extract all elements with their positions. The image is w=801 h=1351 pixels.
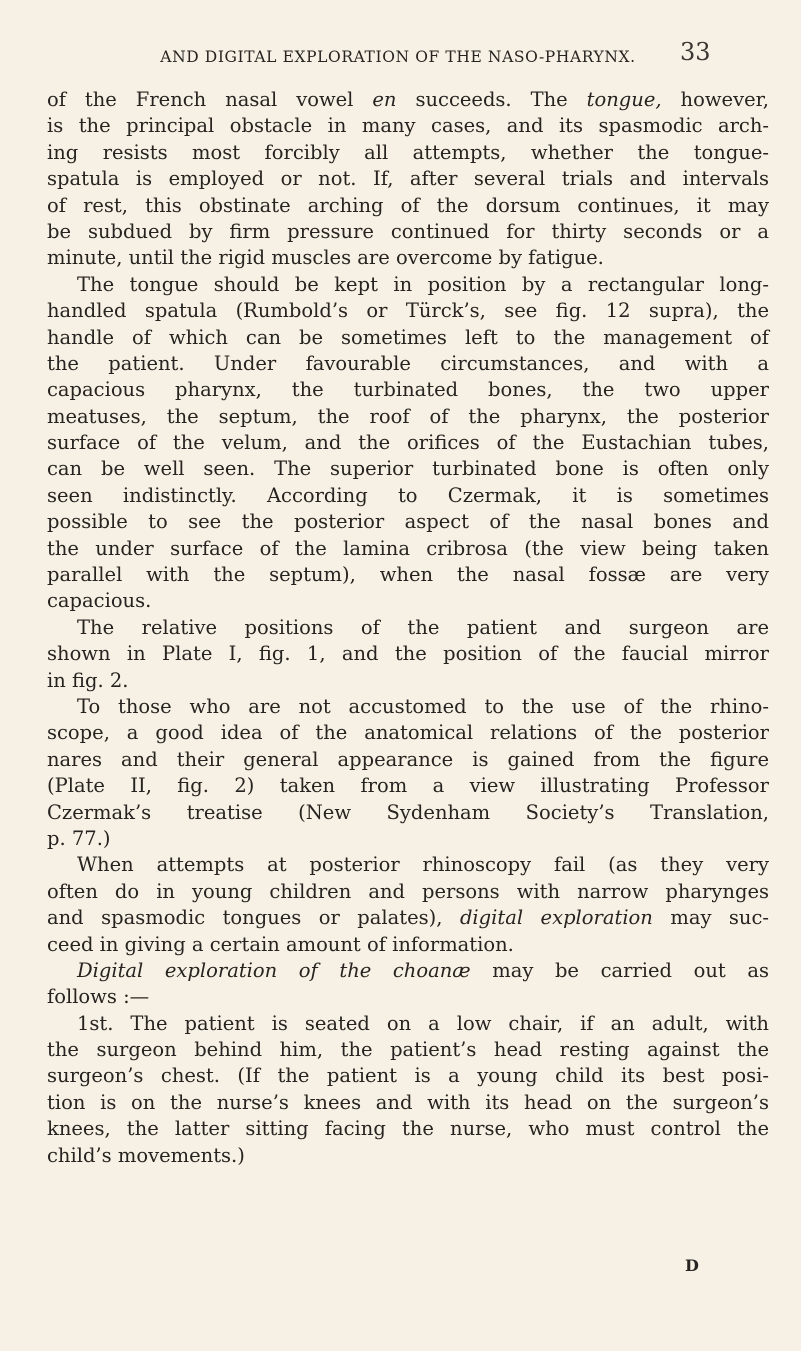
text-line: [47, 852, 769, 878]
text-line: [47, 668, 769, 694]
text-line: [47, 219, 769, 245]
text-line: [47, 536, 769, 562]
text-line: [47, 984, 769, 1010]
text-line: [47, 879, 769, 905]
text-line: [47, 272, 769, 298]
text-run: parallel with the septum), when the nasal fossæ are very: [47, 563, 769, 587]
text-line: [47, 456, 769, 482]
text-line: [47, 509, 769, 535]
text-run: the patient. Under favourable circumstances, and with a: [47, 351, 769, 375]
text-run: spatula is employed or not. If, after several trials and intervals: [47, 167, 769, 191]
text-run: p. 77.): [47, 826, 111, 850]
text-run: When attempts at posterior rhinoscopy fail (as they very: [77, 853, 769, 877]
text-run: shown in Plate I, fig. 1, and the position of the faucial mirror: [47, 642, 769, 666]
text-line: [47, 1090, 769, 1116]
text-line: [47, 615, 769, 641]
text-run: seen indistinctly. According to Czermak, it is sometimes: [47, 483, 769, 507]
text-run: possible to see the posterior aspect of the nasal bones and: [47, 510, 769, 534]
signature-mark: D: [685, 1256, 700, 1275]
text-run: knees, the latter sitting facing the nurse, who must control the: [47, 1117, 769, 1141]
text-run: handled spatula (Rumbold’s or Türck’s, see fig. 12 supra), the: [47, 299, 769, 323]
text-line: [47, 351, 769, 377]
text-run: in fig. 2.: [47, 668, 129, 692]
text-run: however,: [661, 88, 769, 111]
text-line: [47, 1143, 769, 1169]
text-run: minute, until the rigid muscles are overcome by fatigue.: [47, 246, 604, 270]
text-run: of rest, this obstinate arching of the dorsum continues, it may: [47, 193, 769, 217]
text-run: surface of the velum, and the orifices of the Eustachian tubes,: [47, 431, 769, 455]
text-run: The relative positions of the patient and surgeon are: [77, 615, 769, 639]
text-line: [47, 720, 769, 746]
text-run: ing resists most forcibly all attempts, whether the tongue-: [47, 140, 769, 164]
italic-text: Digital exploration of the choanæ: [77, 958, 471, 982]
text-run: be subdued by firm pressure continued for thirty seconds or a: [47, 219, 769, 243]
text-line: [47, 800, 769, 826]
text-run: may be carried out as: [470, 958, 769, 982]
text-run: tion is on the nurse’s knees and with its head on the surgeon’s: [47, 1090, 769, 1114]
text-line: [47, 245, 769, 271]
text-line: [47, 483, 769, 509]
text-run: follows :—: [47, 985, 150, 1009]
text-line: [47, 641, 769, 667]
text-line: [47, 430, 769, 456]
text-line: [47, 1063, 769, 1089]
text-run: often do in young children and persons with narrow pharynges: [47, 879, 769, 903]
italic-text: tongue,: [586, 88, 662, 111]
text-line: [47, 1037, 769, 1063]
running-head: AND DIGITAL EXPLORATION OF THE NASO-PHARYNX.: [160, 48, 636, 66]
text-line: [47, 1116, 769, 1142]
text-run: capacious pharynx, the turbinated bones, the two upper: [47, 378, 769, 402]
text-run: the surgeon behind him, the patient’s head resting against the: [47, 1038, 769, 1062]
text-line: [47, 404, 769, 430]
text-line: [47, 588, 769, 614]
text-line: [47, 166, 769, 192]
text-run: To those who are not accustomed to the use of the rhino-: [77, 694, 769, 718]
text-run: scope, a good idea of the anatomical relations of the posterior: [47, 721, 769, 745]
text-line: [47, 905, 769, 931]
text-line: [47, 377, 769, 403]
text-line: [47, 298, 769, 324]
body-text: [47, 87, 769, 1169]
text-run: child’s movements.): [47, 1143, 245, 1167]
text-run: handle of which can be sometimes left to the management of: [47, 325, 769, 349]
text-run: is the principal obstacle in many cases, and its spasmodic arch-: [47, 114, 769, 138]
text-run: ceed in giving a certain amount of information.: [47, 932, 514, 956]
text-line: [47, 826, 769, 852]
page-number: 33: [680, 38, 711, 66]
italic-text: digital exploration: [459, 906, 653, 930]
text-run: and spasmodic tongues or palates),: [47, 906, 460, 930]
text-line: [47, 747, 769, 773]
text-run: 1st. The patient is seated on a low chair, if an adult, with: [77, 1011, 769, 1035]
text-run: (Plate II, fig. 2) taken from a view illustrating Professor: [47, 774, 769, 798]
text-run: Czermak’s treatise (New Sydenham Society’s Translation,: [47, 800, 769, 824]
text-run: nares and their general appearance is gained from the figure: [47, 747, 769, 771]
text-run: capacious.: [47, 589, 152, 613]
text-line: [47, 773, 769, 799]
text-line: [47, 325, 769, 351]
text-line: [47, 193, 769, 219]
text-run: The tongue should be kept in position by a rectangular long-: [77, 272, 769, 296]
text-run: may suc-: [652, 906, 769, 930]
text-line: [47, 87, 769, 113]
text-line: [47, 932, 769, 958]
text-run: succeeds. The: [396, 88, 587, 111]
text-run: the under surface of the lamina cribrosa (the view being taken: [47, 536, 769, 560]
text-line: [47, 562, 769, 588]
text-run: can be well seen. The superior turbinated bone is often only: [47, 457, 769, 481]
text-run: of the French nasal vowel: [47, 88, 373, 111]
text-line: [47, 694, 769, 720]
text-run: meatuses, the septum, the roof of the pharynx, the posterior: [47, 404, 769, 428]
text-line: [47, 113, 769, 139]
text-line: [47, 140, 769, 166]
italic-text: en: [372, 88, 397, 111]
text-line: [47, 958, 769, 984]
text-run: surgeon’s chest. (If the patient is a young child its best posi-: [47, 1064, 769, 1088]
text-line: [47, 1011, 769, 1037]
